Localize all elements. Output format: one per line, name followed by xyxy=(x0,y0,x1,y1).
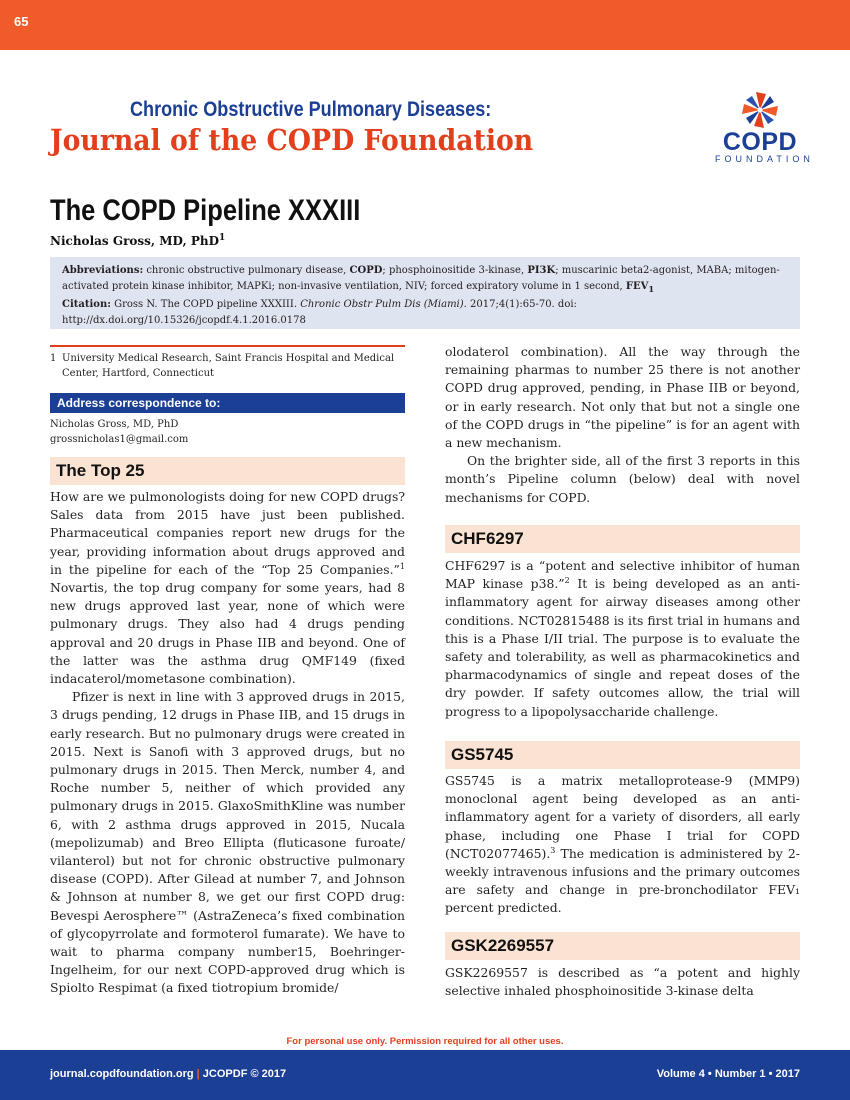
footer-bar xyxy=(0,1050,850,1100)
abbrev-key-pi3k: PI3K xyxy=(527,265,556,276)
paragraph: olodaterol combination). All the way through the remaining pharmas to number 25 there is not another COPD drug approved, pending, in Phase IIB or beyond, or in early research. Not only that but not a single one of the COPD drugs in “the pipeline” is for an agent with a new mechanism. xyxy=(445,344,800,451)
journal-website-link[interactable]: journal.copdfoundation.org xyxy=(50,1068,194,1080)
author-affiliation-mark: 1 xyxy=(219,233,226,243)
correspondence-name: Nicholas Gross, MD, PhD xyxy=(50,419,179,430)
reference-mark: 2 xyxy=(564,576,570,586)
correspondence-email[interactable]: grossnicholas1@gmail.com xyxy=(50,434,189,445)
paragraph xyxy=(50,488,405,688)
paragraph: On the brighter side, all of the first 3 reports in this month’s Pipeline column (below) deal with novel mechanisms for COPD. xyxy=(445,453,800,505)
citation-label: Citation: xyxy=(62,299,111,310)
address-block xyxy=(50,417,188,447)
footer-separator: | xyxy=(193,1068,203,1080)
gsk2269557-body xyxy=(445,964,800,1000)
logo-subtitle: FOUNDATION xyxy=(715,154,814,164)
section-heading-chf6297: CHF6297 xyxy=(445,525,800,553)
header-bar xyxy=(0,0,850,50)
affiliation-number: 1 xyxy=(50,353,57,364)
section-heading-gsk2269557: GSK2269557 xyxy=(445,932,800,960)
abbrev-text-1: chronic obstructive pulmonary disease, xyxy=(143,265,350,276)
reference-mark: 1 xyxy=(399,561,405,571)
copd-foundation-logo xyxy=(715,90,814,164)
paragraph-text: The medication is administered by 2-weekly intravenous infusions and the primary outcomes are safety and change in pre-bronchodilator FEV₁ percent predicted. xyxy=(445,845,800,916)
paragraph-text: It is being developed as an anti-inflammatory agent for airway diseases among other conditions. NCT02815488 is its first trial in humans and this is a Phase I/II trial. The purpose is to evaluate the safety and tolerability, as well as pharmacokinetics and pharmacodynamics of single and repeat doses of the dry powder. If safety outcomes allow, the trial will progress to a lipopolysaccharide challenge. xyxy=(445,576,801,719)
abbrev-key-fev-sub: 1 xyxy=(648,284,655,294)
footer-copyright: JCOPDF © 2017 xyxy=(202,1068,287,1080)
abbreviations-label: Abbreviations: xyxy=(62,265,144,276)
left-column-body xyxy=(50,488,405,998)
citation-body: Gross N. The COPD pipeline XXXIII. xyxy=(110,299,301,310)
paragraph-text: CHF6297 is a “potent and selective inhibitor of human MAP kinase p38.” xyxy=(445,558,800,592)
reference-mark: 3 xyxy=(550,845,556,855)
abbrev-text-3: ; muscarinic beta2-agonist, MABA; mitogen-activated protein kinase inhibitor, MAPKi; non-invasive ventilation, NIV; forced expiratory volume in 1 second, xyxy=(62,265,780,292)
paragraph: Pfizer is next in line with 3 approved drugs in 2015, 3 drugs pending, 12 drugs in Phase IIB, and 15 drugs in early research. But no pulmonary drugs were created in 2015. Next is Sanofi with 3 approved drugs, but no pulmonary drugs in 2015. Then Merck, number 4, and Roche number 5, neither of which provided any pulmonary drugs in 2015. GlaxoSmithKline was number 6, with 2 asthma drugs approved in 2015, Nucala (mepolizumab) and Breo Ellipta (fluticasone furoate/ vilanterol) but not for chronic obstructive pulmonary disease (COPD). After Gilead at number 7, and Johnson & Johnson at number 8, we get our first COPD drug: Bevespi Aerosphere™ (AstraZeneca’s fixed combination of glycopyrrolate and formoterol fumarate). We have to wait to pharma company number15, Boehringer-Ingelheim, for our next COPD-approved drug which is Spiolto Respimat (a fixed tiotropium bromide/ xyxy=(50,689,405,996)
affiliation-text: University Medical Research, Saint Francis Hospital and Medical Center, Hartford, Connecticut xyxy=(62,353,395,379)
abbreviations-text xyxy=(62,263,788,297)
section-heading-gs5745: GS5745 xyxy=(445,741,800,769)
abbrev-key-fev: FEV xyxy=(625,281,649,292)
chf6297-body xyxy=(445,557,800,721)
affiliation xyxy=(50,345,405,381)
journal-title-line1: Chronic Obstructive Pulmonary Diseases: xyxy=(130,98,492,121)
abbrev-key-copd: COPD xyxy=(349,265,383,276)
journal-title-line2: Journal of the COPD Foundation xyxy=(50,123,534,157)
paragraph xyxy=(445,557,800,721)
citation-text xyxy=(62,297,788,329)
footer-left xyxy=(50,1068,286,1080)
right-column-intro xyxy=(445,343,800,507)
address-correspondence-heading: Address correspondence to: xyxy=(50,393,405,413)
logo-wordmark: COPD xyxy=(722,128,798,156)
pinwheel-icon xyxy=(737,90,783,130)
citation-doi[interactable]: . 2017;4(1):65-70. doi: http://dx.doi.org/10.15326/jcopdf.4.1.2016.0178 xyxy=(62,299,577,326)
author-name: Nicholas Gross, MD, PhD xyxy=(50,234,220,248)
article-title: The COPD Pipeline XXXIII xyxy=(50,194,361,227)
author-line xyxy=(50,233,225,248)
page-number: 65 xyxy=(14,14,29,29)
paragraph-text: How are we pulmonologists doing for new COPD drugs? Sales data from 2015 have just been published. Pharmaceutical companies report new drugs for the year, providing information about drugs approved and in the pipeline for each of the “Top 25 Companies.” xyxy=(50,489,405,577)
paragraph-text: Novartis, the top drug company for some years, had 8 new drugs approved last year, none of which were pulmonary drugs. They also had 4 drugs pending approval and 20 drugs in Phase IIB and beyond. One of the latter was the asthma drug QMF149 (fixed indacaterol/mometasone combination). xyxy=(50,580,405,687)
paragraph xyxy=(445,772,800,918)
abbreviations-box xyxy=(50,257,800,329)
citation-journal: Chronic Obstr Pulm Dis (Miami) xyxy=(300,299,464,310)
section-heading-top25: The Top 25 xyxy=(50,457,405,485)
copyright-notice: For personal use only. Permission required for all other uses. xyxy=(286,1036,564,1047)
gs5745-body xyxy=(445,772,800,918)
abbrev-text-2: ; phosphoinositide 3-kinase, xyxy=(382,265,528,276)
paragraph-text: GS5745 is a matrix metalloprotease-9 (MMP9) monoclonal agent being developed as an anti-inflammatory agent for a variety of disorders, all early phase, including one Phase I trial for COPD (NCT02077465). xyxy=(445,773,800,861)
paragraph: GSK2269557 is described as “a potent and highly selective inhaled phosphoinositide 3-kinase delta xyxy=(445,965,800,999)
footer-volume-info: Volume 4 • Number 1 • 2017 xyxy=(656,1068,800,1080)
